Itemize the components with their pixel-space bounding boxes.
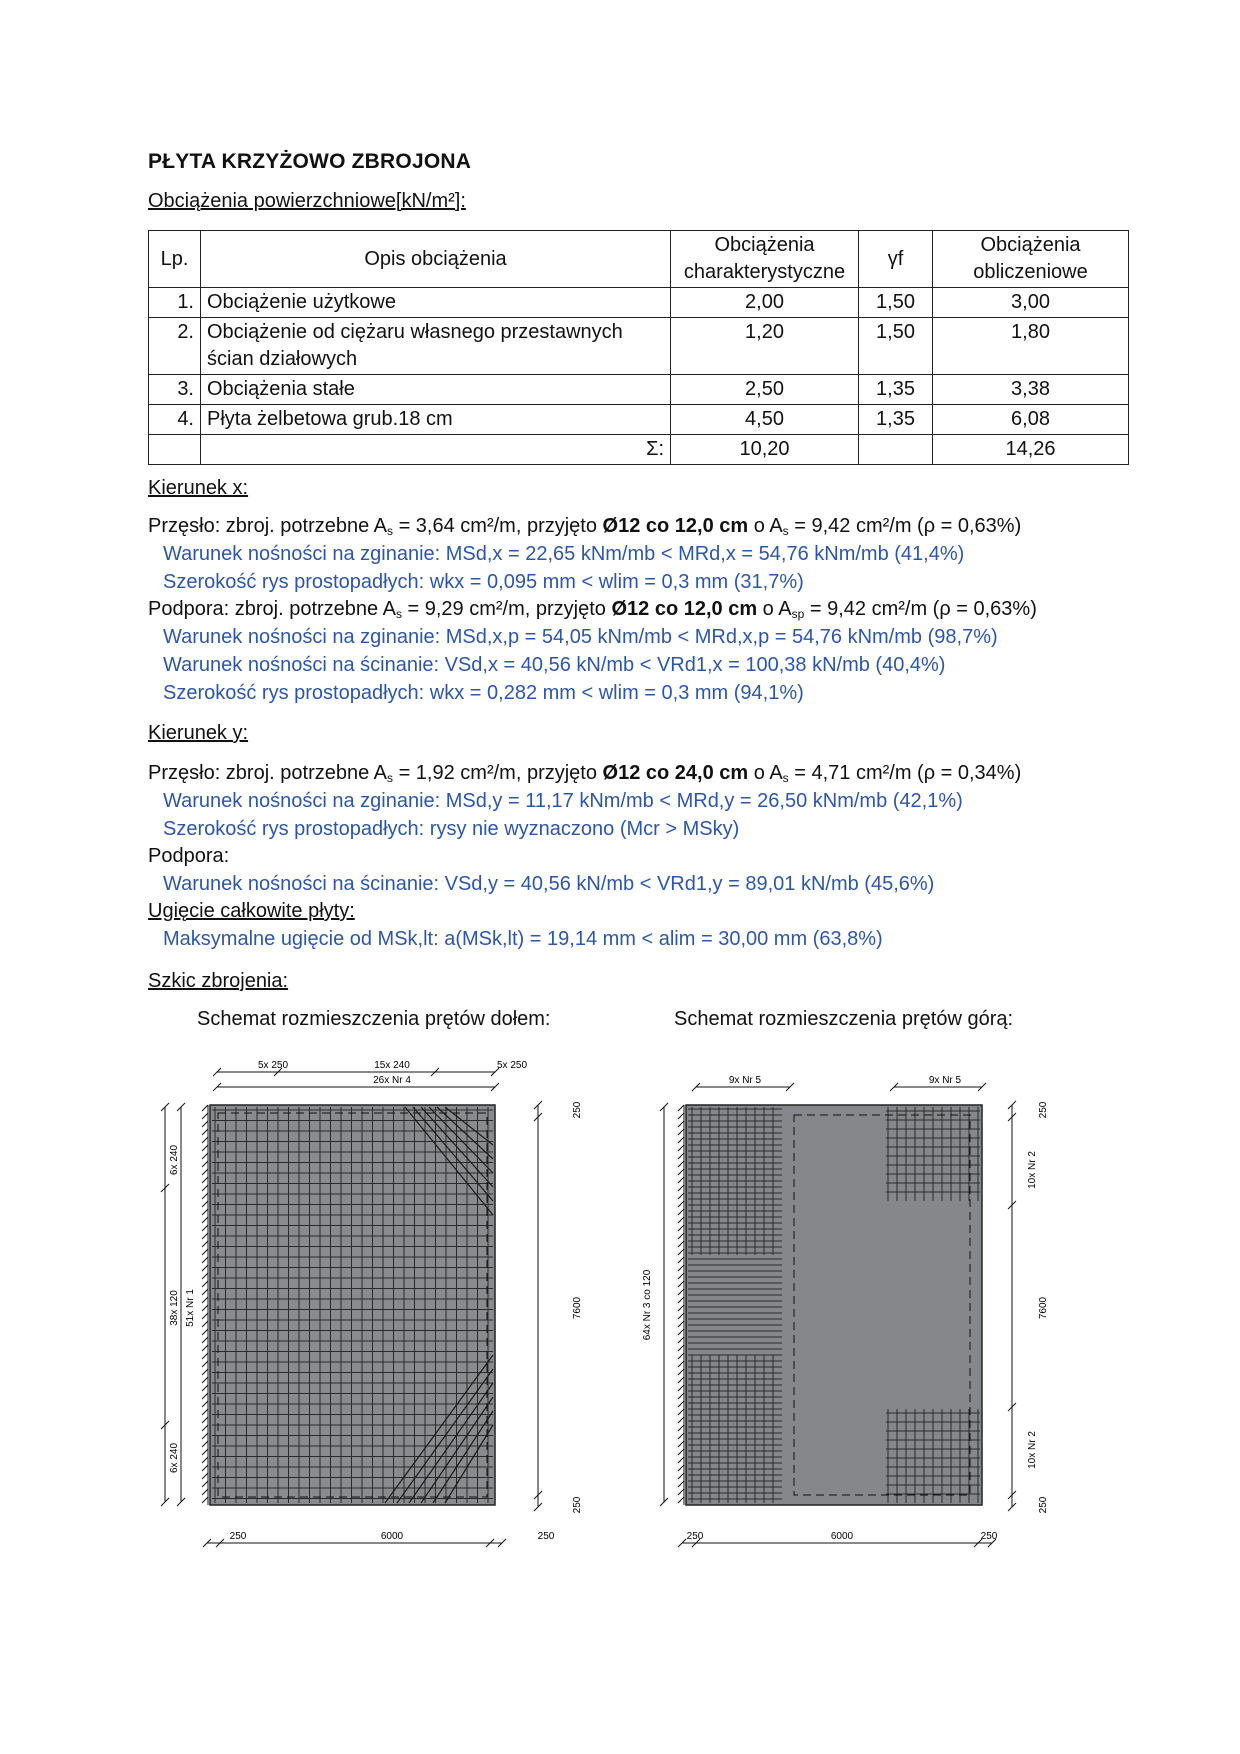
header-char: Obciążenia charakterystyczne — [671, 231, 859, 288]
row-desc: Obciążenie od ciężaru własnego przestawnych ścian działowych — [201, 318, 671, 375]
dir-y-span-bending: Warunek nośności na zginanie: MSd,y = 11,17 kNm/mb < MRd,y = 26,50 kNm/mb (42,1%) — [163, 790, 963, 812]
table-row — [149, 318, 1129, 375]
row-desc: Obciążenia stałe — [201, 375, 671, 405]
sum-label: Σ: — [201, 435, 671, 465]
row-gamma: 1,35 — [859, 375, 933, 405]
row-char: 2,00 — [671, 288, 859, 318]
dim-label: 250 — [686, 1531, 704, 1542]
header-desc: Opis obciążenia — [201, 231, 671, 288]
dir-x-span-crack: Szerokość rys prostopadłych: wkx = 0,095 mm < wlim = 0,3 mm (31,7%) — [163, 571, 804, 593]
loads-heading: Obciążenia powierzchniowe[kN/m²]: — [148, 190, 466, 212]
top-reinforcement-drawing — [630, 1055, 1090, 1565]
dim-label: 7600 — [572, 1296, 583, 1320]
dim-label: 6000 — [380, 1531, 404, 1542]
row-char: 2,50 — [671, 375, 859, 405]
row-lp: 4. — [149, 405, 201, 435]
table-row — [149, 405, 1129, 435]
dim-label: 7600 — [1038, 1296, 1049, 1320]
dir-x-support-bending: Warunek nośności na zginanie: MSd,x,p = 54,05 kNm/mb < MRd,x,p = 54,76 kNm/mb (98,7%) — [163, 626, 998, 648]
dim-label: 250 — [1038, 1101, 1049, 1119]
bottom-schema-title: Schemat rozmieszczenia prętów dołem: — [197, 1008, 551, 1030]
header-calc: Obciążenia obliczeniowe — [933, 231, 1129, 288]
row-gamma: 1,35 — [859, 405, 933, 435]
dim-label: 250 — [980, 1531, 998, 1542]
dir-x-support-crack: Szerokość rys prostopadłych: wkx = 0,282 mm < wlim = 0,3 mm (94,1%) — [163, 682, 804, 704]
sketch-heading: Szkic zbrojenia: — [148, 970, 289, 992]
header-gamma — [859, 231, 933, 288]
sum-calc: 14,26 — [933, 435, 1129, 465]
dim-label: 10x Nr 2 — [1027, 1431, 1038, 1469]
dir-y-support-label: Podpora: — [148, 845, 230, 867]
dim-label: 250 — [572, 1496, 583, 1514]
bottom-reinforcement-drawing — [150, 1055, 620, 1565]
sum-char: 10,20 — [671, 435, 859, 465]
dir-x-span-bending: Warunek nośności na zginanie: MSd,x = 22,65 kNm/mb < MRd,x = 54,76 kNm/mb (41,4%) — [163, 543, 965, 565]
dim-label: 250 — [572, 1101, 583, 1119]
dim-label: 26x Nr 4 — [373, 1075, 411, 1086]
deflection-heading: Ugięcie całkowite płyty: — [148, 900, 355, 922]
dim-label: 6x 240 — [169, 1442, 180, 1474]
dim-label: 10x Nr 2 — [1027, 1151, 1038, 1189]
gamma-symbol: γf — [887, 247, 904, 270]
top-schema-title: Schemat rozmieszczenia prętów górą: — [674, 1008, 1014, 1030]
row-lp: 1. — [149, 288, 201, 318]
dim-label: 250 — [229, 1531, 247, 1542]
row-gamma: 1,50 — [859, 318, 933, 375]
dim-label: 6000 — [830, 1531, 854, 1542]
dir-x-span-line: Przęsło: zbroj. potrzebne $A_s = 3,64$ cm²/m, przyjęto Ø12 co 12,0 cm o $A_s = 9,42$ cm²/m (ρ = 0,63%) — [148, 515, 1022, 538]
row-calc: 6,08 — [933, 405, 1129, 435]
dim-label: 250 — [537, 1531, 555, 1542]
row-desc: Obciążenie użytkowe — [201, 288, 671, 318]
row-calc: 3,38 — [933, 375, 1129, 405]
row-char: 1,20 — [671, 318, 859, 375]
dir-y-heading: Kierunek y: — [148, 722, 249, 744]
dir-x-support-shear: Warunek nośności na ścinanie: VSd,x = 40,56 kN/mb < VRd1,x = 100,38 kN/mb (40,4%) — [163, 654, 946, 676]
dim-label: 5x 250 — [257, 1060, 289, 1071]
row-char: 4,50 — [671, 405, 859, 435]
row-lp: 2. — [149, 318, 201, 375]
header-lp: Lp. — [149, 231, 201, 288]
row-lp: 3. — [149, 375, 201, 405]
row-calc: 1,80 — [933, 318, 1129, 375]
dim-label: 51x Nr 1 — [185, 1289, 196, 1327]
dir-x-support-line: Podpora: zbroj. potrzebne $A_s = 9,29$ cm²/m, przyjęto Ø12 co 12,0 cm o $A_{sp} = 9,42$ cm²/m (ρ = 0,63%) — [148, 598, 1037, 621]
dim-label: 5x 250 — [496, 1060, 528, 1071]
dir-y-span-line: Przęsło: zbroj. potrzebne $A_s = 1,92$ cm²/m, przyjęto Ø12 co 24,0 cm o $A_s = 4,71$ cm²/m (ρ = 0,34%) — [148, 762, 1022, 785]
row-desc: Płyta żelbetowa grub.18 cm — [201, 405, 671, 435]
dim-label: 250 — [1038, 1496, 1049, 1514]
dir-y-span-crack: Szerokość rys prostopadłych: rysy nie wyznaczono (Mcr > MSky) — [163, 818, 740, 840]
row-gamma: 1,50 — [859, 288, 933, 318]
dim-label: 9x Nr 5 — [928, 1075, 962, 1086]
dir-y-support-shear: Warunek nośności na ścinanie: VSd,y = 40,56 kN/mb < VRd1,y = 89,01 kN/mb (45,6%) — [163, 873, 935, 895]
dim-label: 15x 240 — [374, 1060, 410, 1071]
row-calc: 3,00 — [933, 288, 1129, 318]
dim-label: 9x Nr 5 — [728, 1075, 762, 1086]
dim-label: 64x Nr 3 co 120 — [642, 1269, 653, 1341]
dim-label: 38x 120 — [169, 1290, 180, 1326]
page-title: PŁYTA KRZYŻOWO ZBROJONA — [148, 150, 472, 173]
loads-table — [148, 230, 1129, 465]
dir-x-heading: Kierunek x: — [148, 477, 249, 499]
table-row — [149, 288, 1129, 318]
table-sum-row — [149, 435, 1129, 465]
deflection-line: Maksymalne ugięcie od MSk,lt: a(MSk,lt) = 19,14 mm < alim = 30,00 mm (63,8%) — [163, 928, 883, 950]
dim-label: 6x 240 — [169, 1144, 180, 1176]
table-header-row — [149, 231, 1129, 288]
table-row — [149, 375, 1129, 405]
